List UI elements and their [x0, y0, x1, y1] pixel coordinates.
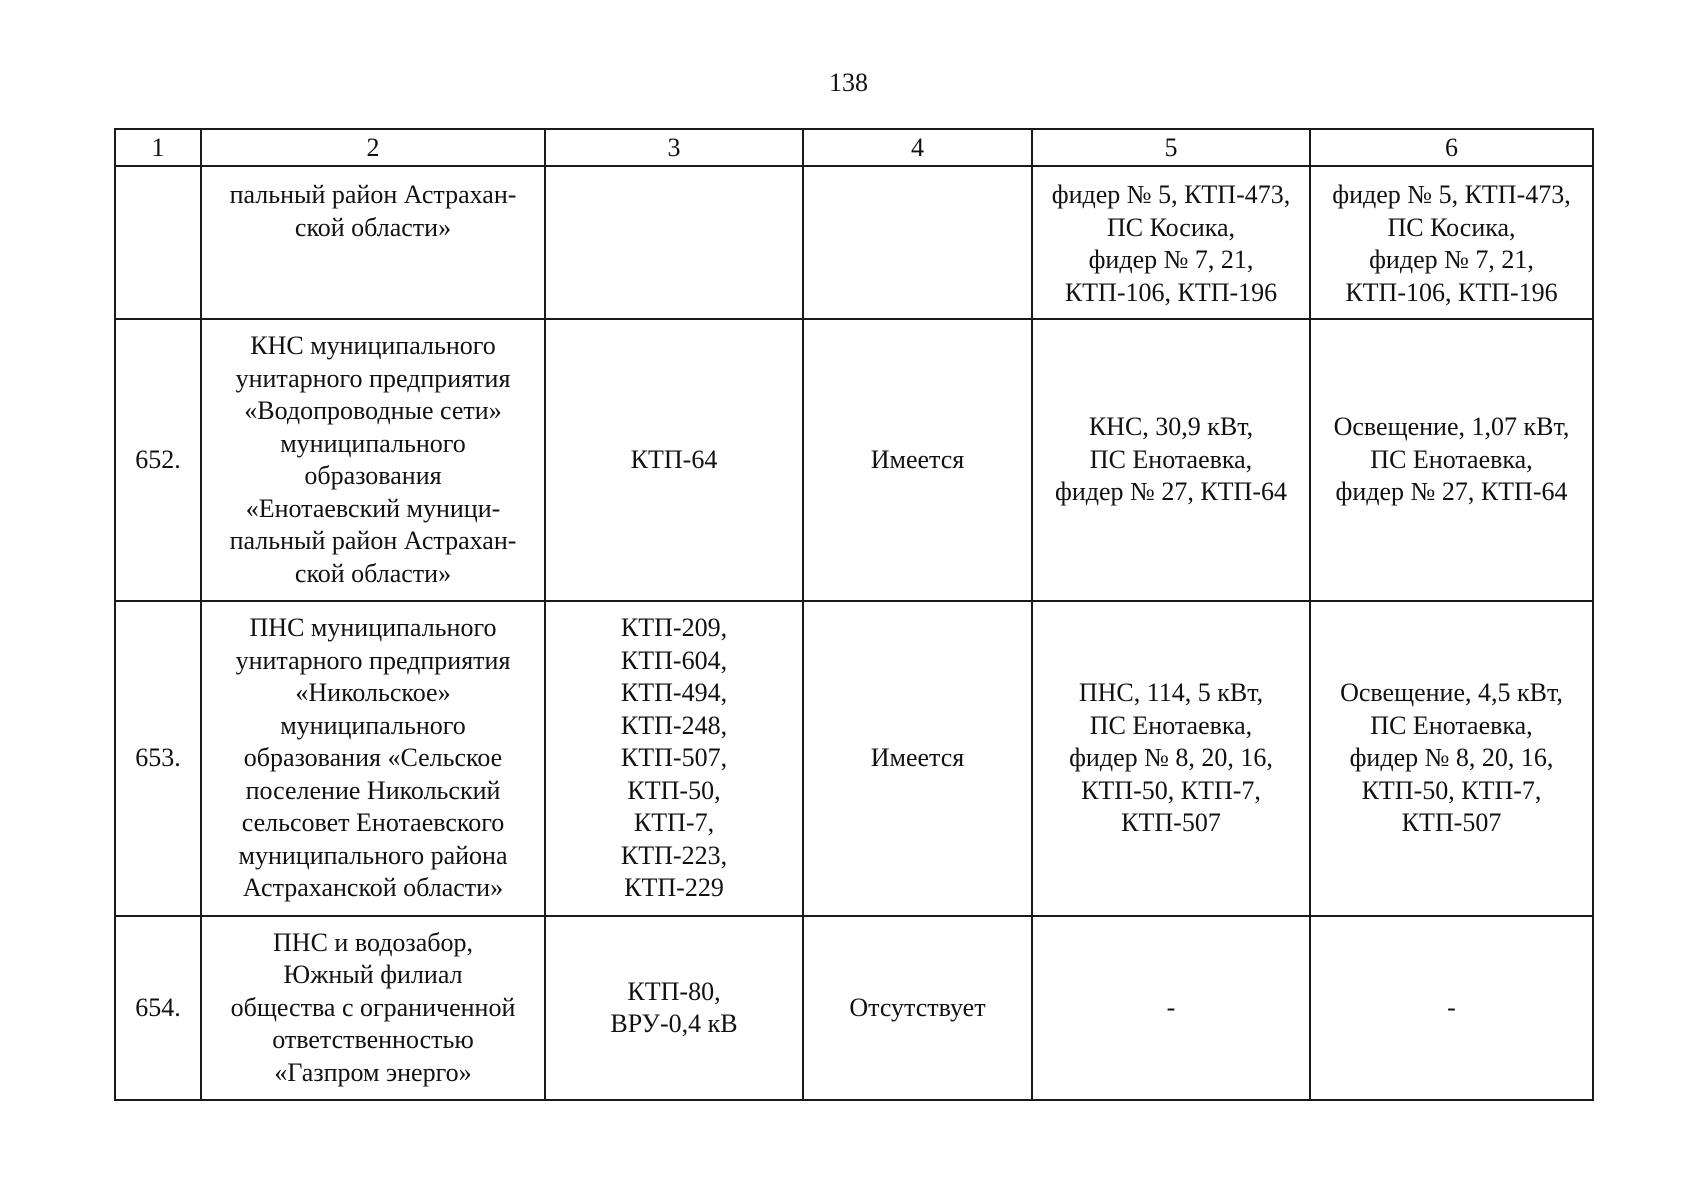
cell-line: унитарного предприятия: [235, 363, 511, 393]
cell-line: ПНС и водозабор,: [273, 927, 473, 957]
table-row: [115, 166, 1593, 319]
col6-cell: [1310, 601, 1593, 916]
cell-line: КТП-50, КТП-7,: [1361, 775, 1542, 805]
cell-line: КТП-507: [1121, 808, 1221, 838]
cell-line: унитарного предприятия: [235, 645, 511, 675]
row-number-cell: 654.: [115, 916, 201, 1100]
cell-line: ПС Енотаевка,: [1370, 444, 1533, 474]
cell-line: КТП-50,: [627, 775, 721, 805]
cell-line: образования: [304, 461, 442, 490]
cell-line: КТП-248,: [620, 710, 728, 740]
cell-line: фидер № 5, КТП-473,: [1332, 180, 1571, 209]
row-number-cell: 653.: [115, 601, 201, 916]
row-number-cell: [115, 166, 201, 319]
cell-line: -: [1166, 992, 1176, 1022]
cell-line: образования «Сельское: [243, 743, 503, 773]
cell-line: КТП-106, КТП-196: [1064, 277, 1278, 307]
object-cell: [201, 319, 545, 601]
row-number-cell: 652.: [115, 319, 201, 601]
cell-line: ПС Косика,: [1387, 212, 1516, 242]
cell-line: фидер № 7, 21,: [1088, 245, 1254, 274]
availability-cell: [803, 166, 1032, 319]
col5-cell: [1032, 601, 1310, 916]
cell-line: «Никольское»: [295, 678, 451, 708]
object-cell: [201, 601, 545, 916]
cell-line: КТП-229: [624, 873, 724, 903]
page-number: 138: [829, 68, 868, 97]
substation-cell: [545, 916, 803, 1100]
cell-line: КНС муниципального: [250, 331, 496, 360]
cell-line: фидер № 8, 20, 16,: [1069, 743, 1273, 773]
cell-line: КТП-7,: [633, 808, 715, 838]
cell-line: «Газпром энерго»: [274, 1057, 472, 1087]
cell-line: муниципального: [280, 428, 466, 458]
cell-line: КТП-223,: [620, 840, 728, 870]
cell-line: ПС Енотаевка,: [1089, 444, 1253, 474]
cell-line: фидер № 8, 20, 16,: [1349, 743, 1554, 773]
cell-line: КТП-80,: [627, 976, 721, 1006]
col6-cell: [1310, 916, 1593, 1100]
cell-line: Освещение, 4,5 кВт,: [1340, 678, 1563, 708]
cell-line: Астраханской области»: [242, 873, 504, 903]
table-row: [115, 916, 1593, 1100]
header-cell: 2: [201, 129, 545, 166]
cell-line: ской области»: [294, 558, 452, 588]
header-cell: 5: [1032, 129, 1310, 166]
cell-line: сельсовет Енотаевского: [241, 808, 505, 838]
cell-line: муниципального: [280, 710, 466, 740]
object-cell: [201, 916, 545, 1100]
table-header-row: [115, 129, 1593, 166]
cell-line: КТП-494,: [620, 678, 728, 708]
data-table: [114, 128, 1594, 1101]
cell-line: Южный филиал: [283, 960, 463, 990]
cell-line: ской области»: [294, 212, 452, 242]
cell-line: поселение Никольский: [245, 775, 501, 805]
cell-line: -: [1447, 992, 1456, 1022]
cell-line: фидер № 5, КТП-473,: [1051, 180, 1291, 209]
col5-cell: [1032, 166, 1310, 319]
substation-cell: [545, 601, 803, 916]
cell-line: ПНС, 114, 5 кВт,: [1078, 678, 1264, 708]
cell-line: пальный район Астрахан-: [229, 180, 517, 209]
header-cell: 3: [545, 129, 803, 166]
cell-line: ПС Енотаевка,: [1089, 710, 1253, 740]
table-row: [115, 601, 1593, 916]
object-cell: [201, 166, 545, 319]
col5-cell: [1032, 916, 1310, 1100]
availability-cell: Отсутствует: [803, 916, 1032, 1100]
availability-cell: Имеется: [803, 601, 1032, 916]
col6-cell: [1310, 319, 1593, 601]
cell-line: пальный район Астрахан-: [229, 526, 517, 555]
cell-line: КТП-507,: [620, 743, 728, 773]
cell-line: муниципального района: [238, 840, 508, 870]
cell-line: общества с ограниченной: [230, 992, 516, 1022]
header-cell: 1: [115, 129, 201, 166]
cell-line: КТП-50, КТП-7,: [1081, 775, 1261, 805]
cell-line: ВРУ-0,4 кВ: [610, 1009, 738, 1038]
cell-line: ПНС муниципального: [249, 613, 497, 643]
cell-line: КТП-106, КТП-196: [1345, 277, 1558, 307]
cell-line: фидер № 27, КТП-64: [1055, 477, 1287, 507]
cell-line: КТП-507: [1401, 808, 1502, 838]
substation-cell: [545, 166, 803, 319]
col6-cell: [1310, 166, 1593, 319]
cell-line: «Водопроводные сети»: [244, 396, 502, 425]
table-row: [115, 319, 1593, 601]
cell-line: фидер № 7, 21,: [1369, 245, 1534, 274]
col5-cell: [1032, 319, 1310, 601]
cell-line: фидер № 27, КТП-64: [1335, 477, 1568, 507]
availability-cell: Имеется: [803, 319, 1032, 601]
cell-line: КТП-209,: [620, 613, 728, 643]
cell-line: ПС Косика,: [1106, 212, 1236, 242]
cell-line: КТП-604,: [620, 645, 728, 675]
cell-line: КТП-64: [630, 444, 718, 474]
cell-line: Освещение, 1,07 кВт,: [1333, 412, 1570, 442]
cell-line: ПС Енотаевка,: [1370, 710, 1533, 740]
cell-line: КНС, 30,9 кВт,: [1088, 412, 1254, 442]
cell-line: «Енотаевский муници-: [245, 493, 501, 523]
substation-cell: [545, 319, 803, 601]
header-cell: 4: [803, 129, 1032, 166]
header-cell: 6: [1310, 129, 1593, 166]
cell-line: ответственностью: [272, 1025, 474, 1055]
